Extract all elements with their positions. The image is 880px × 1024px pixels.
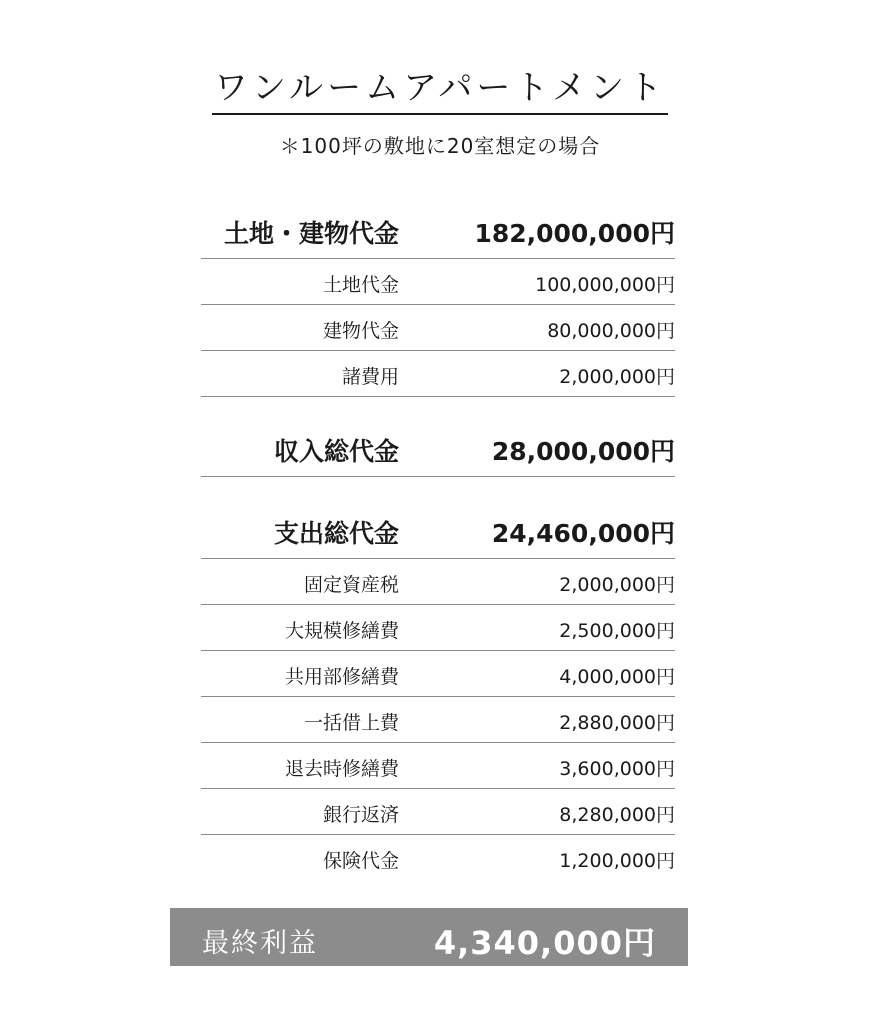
row-label: 収入総代金 bbox=[273, 437, 399, 466]
table-row bbox=[201, 743, 675, 789]
row-label: 諸費用 bbox=[341, 366, 399, 388]
page-subtitle: ＊100坪の敷地に20室想定の場合 bbox=[279, 134, 601, 158]
final-profit-label: 最終利益 bbox=[202, 928, 318, 959]
row-label: 土地代金 bbox=[322, 274, 399, 296]
page-title-text: ワンルームアパートメント bbox=[212, 60, 668, 115]
row-value: 28,000,000円 bbox=[491, 437, 675, 466]
row-label: 共用部修繕費 bbox=[284, 666, 399, 688]
table-row bbox=[201, 697, 675, 743]
row-value: 3,600,000円 bbox=[559, 758, 675, 780]
row-label: 退去時修繕費 bbox=[284, 758, 399, 780]
table-row bbox=[201, 559, 675, 605]
row-value: 1,200,000円 bbox=[559, 850, 675, 872]
table-row bbox=[201, 651, 675, 697]
income-section bbox=[201, 418, 675, 477]
final-profit-banner bbox=[170, 908, 688, 966]
row-value: 2,000,000円 bbox=[559, 366, 675, 388]
row-label: 一括借上費 bbox=[303, 712, 399, 734]
row-value: 8,280,000円 bbox=[559, 804, 675, 826]
table-row bbox=[201, 351, 675, 397]
table-row bbox=[201, 835, 675, 880]
income-total-row bbox=[201, 418, 675, 477]
row-value: 80,000,000円 bbox=[547, 320, 675, 342]
table-row bbox=[201, 605, 675, 651]
row-value: 2,000,000円 bbox=[559, 574, 675, 596]
expenses-section bbox=[201, 500, 675, 880]
final-profit-value: 4,340,000円 bbox=[433, 924, 656, 962]
table-row bbox=[201, 305, 675, 351]
land-building-section bbox=[201, 200, 675, 397]
row-value: 100,000,000円 bbox=[535, 274, 675, 296]
row-value: 182,000,000円 bbox=[474, 219, 675, 248]
expenses-total-row bbox=[201, 500, 675, 559]
row-value: 2,500,000円 bbox=[559, 620, 675, 642]
row-value: 2,880,000円 bbox=[559, 712, 675, 734]
table-row bbox=[201, 259, 675, 305]
row-label: 固定資産税 bbox=[303, 574, 399, 596]
row-label: 保険代金 bbox=[322, 850, 399, 872]
table-row bbox=[201, 789, 675, 835]
land-building-total-row bbox=[201, 200, 675, 259]
page-title bbox=[0, 60, 880, 115]
row-label: 銀行返済 bbox=[322, 804, 399, 826]
row-label: 建物代金 bbox=[322, 320, 399, 342]
row-label: 大規模修繕費 bbox=[284, 620, 399, 642]
row-label: 土地・建物代金 bbox=[223, 219, 399, 248]
row-label: 支出総代金 bbox=[273, 519, 399, 548]
row-value: 4,000,000円 bbox=[559, 666, 675, 688]
row-value: 24,460,000円 bbox=[491, 519, 675, 548]
